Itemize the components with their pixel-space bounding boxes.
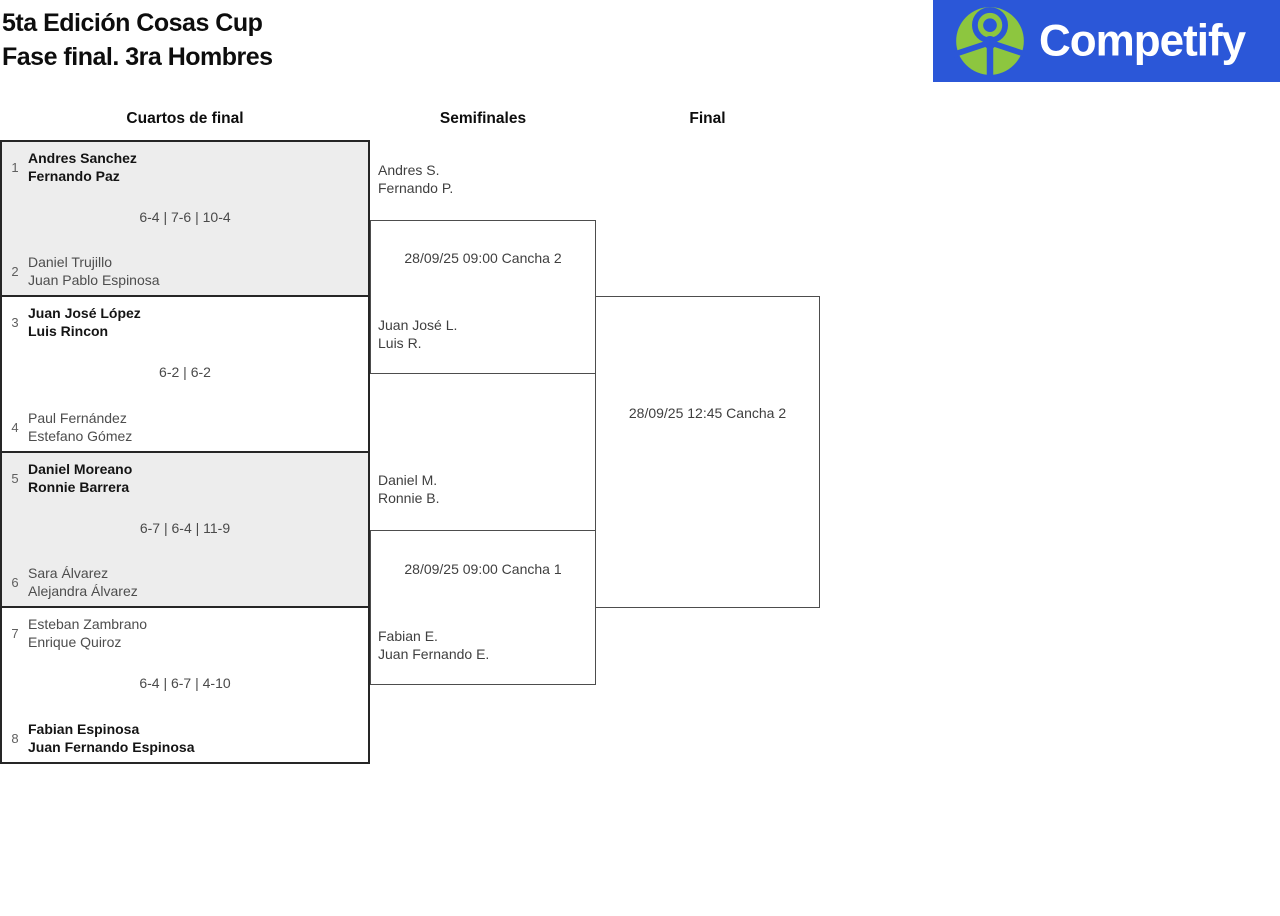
player-name: Sara Álvarez [28, 565, 109, 581]
team-names [378, 471, 439, 507]
team-names [28, 409, 132, 445]
seed-number: 5 [11, 470, 19, 486]
player-name: Enrique Quiroz [28, 634, 122, 650]
team-slot [2, 304, 368, 340]
seed-number: 4 [11, 419, 19, 435]
player-name: Fabian Espinosa [28, 721, 140, 737]
seed-number: 7 [11, 625, 19, 641]
player-name: Estefano Gómez [28, 428, 133, 444]
match-schedule: 28/09/25 12:45 Cancha 2 [628, 405, 787, 421]
match-score: 6-2 | 6-2 [159, 364, 211, 380]
player-name: Juan Pablo Espinosa [28, 272, 160, 288]
team-slot [2, 149, 368, 185]
logo-wordmark: Competify [1039, 15, 1246, 66]
competify-logo[interactable] [933, 0, 1280, 82]
team-names [28, 720, 194, 756]
team-names [28, 564, 138, 600]
team-slot [2, 409, 368, 445]
round-header-final: Final [689, 110, 726, 127]
team-names [378, 627, 489, 663]
match-semifinal-1[interactable] [370, 162, 596, 374]
match-schedule: 28/09/25 09:00 Cancha 1 [404, 560, 562, 577]
player-name: Esteban Zambrano [28, 616, 148, 632]
round-header-semifinales: Semifinales [439, 110, 527, 127]
tournament-name: 5ta Edición Cosas Cup [2, 9, 263, 37]
match-quarterfinal-1[interactable] [0, 140, 370, 297]
team-names [28, 304, 141, 340]
match-score: 6-4 | 6-7 | 4-10 [139, 675, 231, 691]
player-name: Ronnie Barrera [28, 479, 130, 495]
player-name: Daniel Trujillo [28, 254, 113, 270]
team-names [28, 615, 147, 651]
match-quarterfinal-3[interactable] [0, 451, 370, 608]
team-names [28, 149, 137, 185]
seed-number: 3 [11, 314, 19, 330]
player-name: Andres S. [378, 162, 440, 178]
page-title [2, 6, 273, 74]
team-names [28, 253, 160, 289]
team-slot [2, 615, 368, 651]
team-slot [2, 720, 368, 756]
seed-number: 1 [11, 159, 19, 175]
team-slot [2, 564, 368, 600]
seed-number: 8 [11, 730, 19, 746]
player-name: Daniel M. [378, 472, 438, 488]
player-name: Paul Fernández [28, 410, 127, 426]
team-slot [2, 253, 368, 289]
round-header-cuartos: Cuartos de final [126, 110, 244, 127]
player-name: Juan José López [28, 305, 141, 321]
player-name: Daniel Moreano [28, 461, 133, 477]
player-name: Andres Sanchez [28, 150, 137, 166]
player-name: Ronnie B. [378, 490, 440, 506]
competify-person-icon [954, 5, 1026, 77]
player-name: Luis Rincon [28, 323, 109, 339]
seed-number: 6 [11, 574, 19, 590]
phase-category: Fase final. 3ra Hombres [2, 43, 273, 71]
player-name: Fernando Paz [28, 168, 120, 184]
match-score: 6-7 | 6-4 | 11-9 [139, 519, 231, 536]
match-quarterfinal-2[interactable] [0, 295, 370, 453]
match-quarterfinal-4[interactable] [0, 606, 370, 764]
seed-number: 2 [11, 263, 19, 279]
team-names [28, 460, 132, 496]
player-name: Juan Fernando E. [378, 646, 490, 662]
team-names [378, 161, 453, 197]
player-name: Fabian E. [378, 628, 438, 644]
team-slot [2, 460, 368, 496]
match-semifinal-2[interactable] [370, 472, 596, 685]
match-schedule: 28/09/25 09:00 Cancha 2 [404, 250, 562, 266]
match-score: 6-4 | 7-6 | 10-4 [139, 208, 231, 225]
player-name: Juan Fernando Espinosa [28, 739, 195, 755]
player-name: Alejandra Álvarez [28, 583, 138, 599]
team-names [378, 316, 457, 352]
match-final[interactable] [595, 296, 820, 608]
player-name: Luis R. [378, 335, 422, 351]
player-name: Fernando P. [378, 180, 454, 196]
player-name: Juan José L. [378, 317, 458, 333]
